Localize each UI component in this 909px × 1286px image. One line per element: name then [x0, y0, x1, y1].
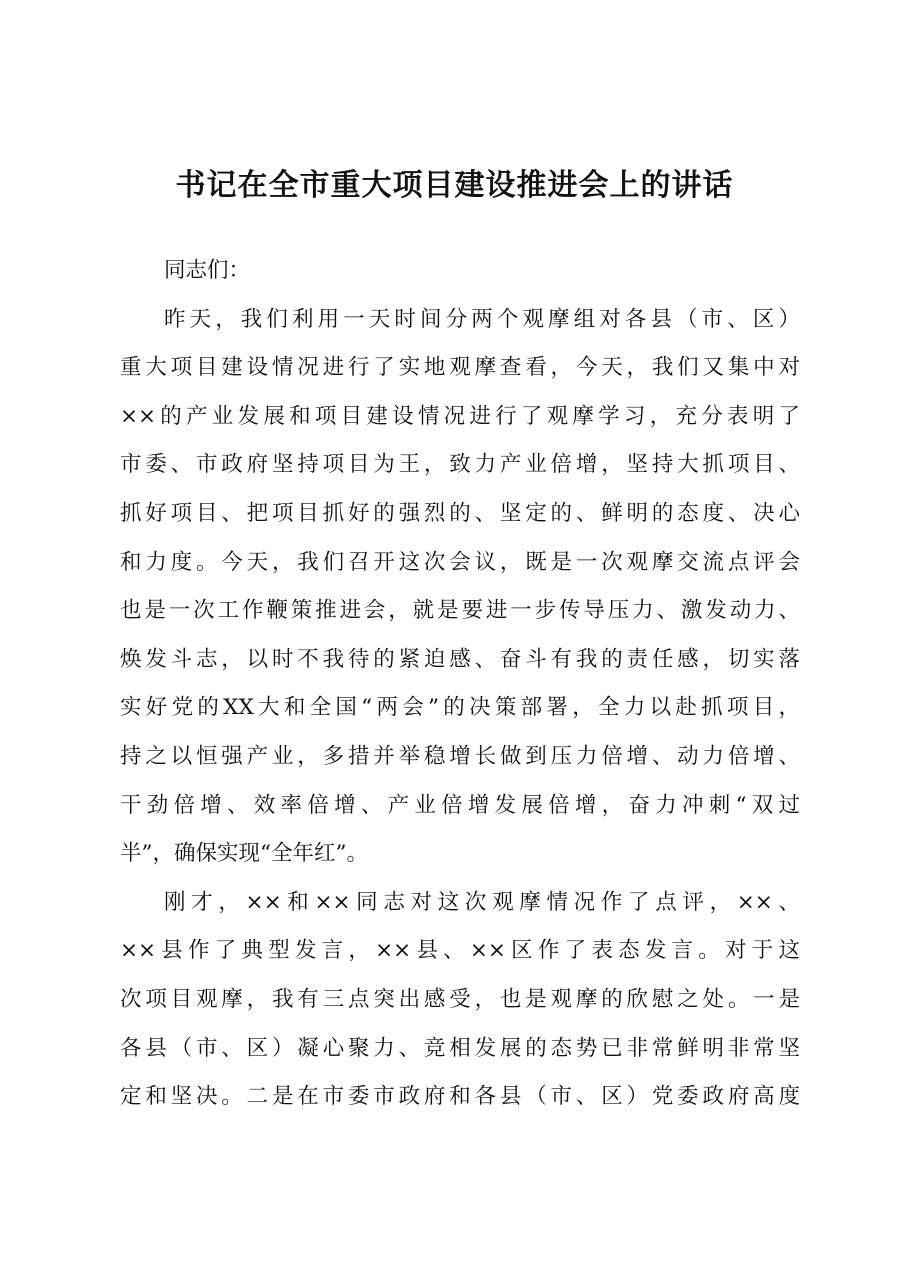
paragraph-1-line-11: 干劲倍增、效率倍增、产业倍增发展倍增，奋力冲刺“双过 — [120, 792, 800, 818]
paragraph-2-line-5: 定和坚决。二是在市委市政府和各县（市、区）党委政府高度 — [120, 1084, 800, 1110]
document-title: 书记在全市重大项目建设推进会上的讲话 — [175, 168, 734, 203]
paragraph-2-line-4: 各县（市、区）凝心聚力、竞相发展的态势已非常鲜明非常坚 — [120, 1035, 800, 1061]
paragraph-1-line-6: 和力度。今天，我们召开这次会议，既是一次观摩交流点评会 — [120, 549, 800, 575]
paragraph-1-line-8: 焕发斗志，以时不我待的紧迫感、奋斗有我的责任感，切实落 — [120, 646, 800, 672]
paragraph-1-line-4: 市委、市政府坚持项目为王，致力产业倍增，坚持大抓项目、 — [120, 452, 800, 478]
document-body — [120, 247, 800, 1122]
paragraph-1-line-10: 持之以恒强产业，多措并举稳增长做到压力倍增、动力倍增、 — [120, 743, 800, 769]
paragraph-2-line-3: 次项目观摩，我有三点突出感受，也是观摩的欣慰之处。一是 — [120, 986, 800, 1012]
paragraph-1-line-3: ××的产业发展和项目建设情况进行了观摩学习，充分表明了 — [120, 403, 800, 429]
paragraph-1-line-7: 也是一次工作鞭策推进会，就是要进一步传导压力、激发动力、 — [120, 598, 800, 624]
paragraph-2-line-1: 刚才，××和××同志对这次观摩情况作了点评，××、 — [164, 889, 800, 915]
paragraph-1-line-12: 半”，确保实现“全年红”。 — [120, 841, 368, 867]
paragraph-1-line-2: 重大项目建设情况进行了实地观摩查看，今天，我们又集中对 — [120, 355, 800, 381]
paragraph-2-line-2: ××县作了典型发言，××县、××区作了表态发言。对于这 — [120, 938, 800, 964]
salutation-line: 同志们： — [164, 258, 251, 283]
paragraph-1-line-1: 昨天，我们利用一天时间分两个观摩组对各县（市、区） — [164, 306, 800, 332]
paragraph-1-line-9: 实好党的XX大和全国“两会”的决策部署，全力以赴抓项目， — [120, 695, 800, 721]
paragraph-1-line-5: 抓好项目、把项目抓好的强烈的、坚定的、鲜明的态度、决心 — [120, 500, 800, 526]
